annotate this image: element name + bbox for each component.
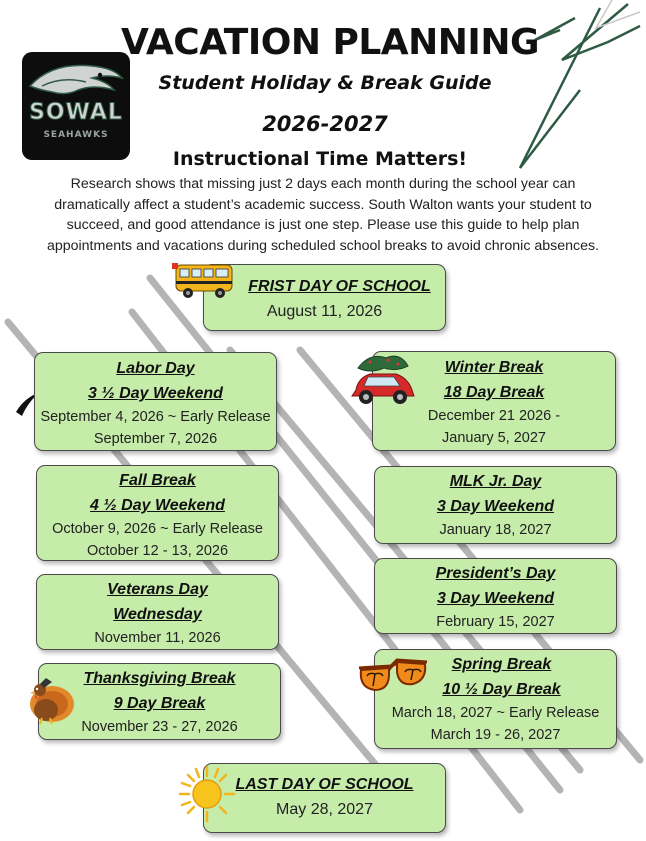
card-date-line: October 9, 2026 ~ Early Release <box>52 521 263 537</box>
labor-day-card <box>34 352 277 451</box>
sun-icon <box>178 765 236 823</box>
card-subtitle: 18 Day Break <box>443 384 545 401</box>
card-date-line: December 21 2026 - <box>427 408 561 424</box>
school-logo <box>22 52 130 160</box>
presidents-day-card <box>374 558 617 634</box>
card-date-line: March 18, 2027 ~ Early Release <box>391 705 600 721</box>
school-year: 2026-2027 <box>262 112 388 136</box>
card-date-line: February 15, 2027 <box>436 614 555 630</box>
card-date-line: September 4, 2026 ~ Early Release <box>40 409 271 425</box>
page-subtitle: Student Holiday & Break Guide <box>158 72 492 94</box>
card-title: LAST DAY OF SCHOOL <box>235 776 414 793</box>
card-title: Labor Day <box>116 360 195 377</box>
card-date-line: November 23 - 27, 2026 <box>81 719 238 735</box>
card-title: FRIST DAY OF SCHOOL <box>248 278 431 295</box>
card-date-line: October 12 - 13, 2026 <box>86 543 229 559</box>
logo-subtext: SEAHAWKS <box>43 130 109 140</box>
fall-break-card <box>36 465 279 561</box>
card-title: Thanksgiving Break <box>83 670 236 687</box>
last-day-card <box>203 763 446 833</box>
holiday-car-icon <box>348 350 420 410</box>
card-subtitle: 3 Day Weekend <box>436 498 555 515</box>
card-subtitle: 10 ½ Day Break <box>442 681 561 698</box>
card-date-line: January 18, 2027 <box>439 522 552 538</box>
intro-line: Research shows that missing just 2 days each month during the school year can <box>70 176 576 192</box>
card-title: Veterans Day <box>107 581 208 598</box>
turkey-icon <box>22 676 76 726</box>
intro-line: dramatically affect a student’s academic success. South Walton wants your student to <box>54 196 592 213</box>
card-subtitle: 9 Day Break <box>113 695 206 712</box>
tagline: Instructional Time Matters! <box>172 148 468 170</box>
first-day-card <box>203 264 446 331</box>
intro-line: succeed, and good attendance is just one step. Please use this guide to help plan <box>66 217 580 233</box>
seahawk-logo-icon <box>22 56 130 106</box>
card-subtitle: Wednesday <box>113 606 202 623</box>
card-subtitle: 4 ½ Day Weekend <box>90 497 225 514</box>
card-date: August 11, 2026 <box>266 303 383 320</box>
card-title: Fall Break <box>119 472 196 489</box>
card-title: President’s Day <box>435 565 556 582</box>
intro-line: appointments and vacations during scheduled school breaks to avoid chronic absences. <box>46 237 600 254</box>
card-date-line: November 11, 2026 <box>94 630 221 646</box>
card-date-line: September 7, 2026 <box>93 431 218 447</box>
veterans-day-card <box>36 574 279 650</box>
intro-paragraph <box>20 174 626 256</box>
card-title: MLK Jr. Day <box>449 473 542 490</box>
card-subtitle: 3 ½ Day Weekend <box>88 385 223 402</box>
page-title: VACATION PLANNING <box>121 22 539 63</box>
logo-wordmark: SOWAL <box>29 100 123 125</box>
card-date-line: March 19 - 26, 2027 <box>430 727 561 743</box>
school-bus-icon <box>172 259 238 301</box>
card-date: May 28, 2027 <box>276 801 373 818</box>
sunglasses-icon <box>355 648 431 694</box>
card-date-line: January 5, 2027 <box>442 430 546 446</box>
card-subtitle: 3 Day Weekend <box>436 590 555 607</box>
card-title: Spring Break <box>451 656 552 673</box>
mlk-day-card <box>374 466 617 544</box>
card-title: Winter Break <box>444 359 544 376</box>
